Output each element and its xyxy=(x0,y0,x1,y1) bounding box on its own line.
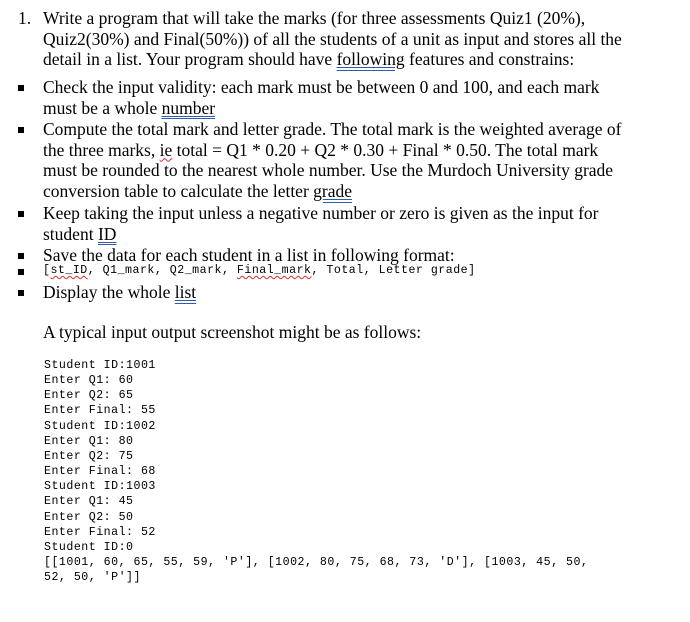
intro-line-3-text: detail in a list. Your program should have xyxy=(43,49,337,70)
bullet-marker-6 xyxy=(18,290,24,296)
bullet-marker-1 xyxy=(18,85,24,91)
console-line: Enter Final: 52 xyxy=(44,525,156,539)
bullet-marker-4 xyxy=(18,253,24,259)
format-end: , Total, Letter grade] xyxy=(311,264,476,277)
bullet-2-line-4-text: conversion table to calculate the letter xyxy=(43,180,314,201)
format-open: [ xyxy=(43,264,51,277)
bullet-item-save xyxy=(43,245,673,266)
console-line: Enter Q2: 75 xyxy=(44,449,134,463)
bullet-item-keep-taking xyxy=(43,203,673,244)
format-middle: , Q1_mark, Q2_mark, xyxy=(87,264,237,277)
console-line: Student ID:1001 xyxy=(44,359,156,372)
console-line: Enter Q1: 80 xyxy=(44,434,134,448)
bullet-6-underlined: list xyxy=(174,282,197,302)
bullet-item-format xyxy=(43,264,673,277)
bullet-3-underlined: ID xyxy=(97,223,117,244)
console-line: Enter Q1: 45 xyxy=(44,495,134,509)
format-final-mark: Final_mark xyxy=(236,264,312,277)
typical-heading: A typical input output screenshot might be as follows: xyxy=(43,322,422,342)
console-line: Enter Q1: 60 xyxy=(44,374,134,388)
console-line: [[1001, 60, 65, 55, 59, 'P'], [1002, 80, 75, 68, 73, 'D'], [1003, 45, 50, xyxy=(44,556,589,570)
bullet-2-line-3: must be rounded to the nearest whole number. Use the Murdoch University grade xyxy=(43,160,614,181)
intro-line-3 xyxy=(43,49,673,70)
bullet-marker-3 xyxy=(18,211,24,217)
bullet-item-display xyxy=(43,282,673,303)
bullet-2-spell-underlined: ie xyxy=(159,139,173,160)
bullet-3-line-1: Keep taking the input unless a negative number or zero is given as the input for xyxy=(43,203,599,223)
intro-line-2: Quiz2(30%) and Final(50%)) of all the students of a unit as input and stores all the xyxy=(43,28,622,49)
console-output xyxy=(44,358,588,585)
bullet-4-line-1: Save the data for each student in a list in following format: xyxy=(43,245,455,265)
bullet-2-line-4 xyxy=(43,181,673,202)
bullet-1-line-2-text: must be a whole xyxy=(43,97,162,118)
console-line: Enter Final: 68 xyxy=(44,465,156,479)
bullet-2-line-2-rest: total = Q1 * 0.20 + Q2 * 0.30 + Final * 0.50. The total mark xyxy=(172,139,599,160)
console-line: Student ID:1003 xyxy=(44,480,156,494)
question-number: 1. xyxy=(18,8,32,28)
bullet-2-line-2 xyxy=(43,140,673,161)
console-line: Enter Final: 55 xyxy=(44,404,156,418)
bullet-2-line-1: Compute the total mark and letter grade. The total mark is the weighted average of xyxy=(43,119,622,139)
bullet-marker-2 xyxy=(18,127,24,133)
console-line: Enter Q2: 50 xyxy=(44,510,134,524)
intro-line-3-underlined: following xyxy=(336,49,405,70)
bullet-1-underlined: number xyxy=(161,97,216,118)
bullet-1-line-2 xyxy=(43,98,673,119)
console-line: 52, 50, 'P']] xyxy=(44,571,141,585)
bullet-3-line-2 xyxy=(43,224,673,245)
question-intro xyxy=(43,8,673,70)
intro-line-1: Write a program that will take the marks (for three assessments Quiz1 (20%), xyxy=(43,8,586,28)
format-st-id: st_ID xyxy=(50,264,88,277)
bullet-3-line-2-text: student xyxy=(43,223,98,244)
bullet-2-line-2-text: the three marks, xyxy=(43,139,160,160)
console-line: Student ID:0 xyxy=(44,540,134,554)
console-line: Enter Q2: 65 xyxy=(44,389,134,403)
console-line: Student ID:1002 xyxy=(44,419,156,433)
bullet-item-validity xyxy=(43,77,673,118)
bullet-2-underlined: grade xyxy=(313,180,353,201)
bullet-1-line-1: Check the input validity: each mark must be between 0 and 100, and each mark xyxy=(43,77,600,97)
bullet-item-compute xyxy=(43,119,673,201)
intro-line-3-rest: features and constrains: xyxy=(404,49,575,70)
bullet-marker-5 xyxy=(18,269,24,275)
bullet-6-text: Display the whole xyxy=(43,282,175,302)
